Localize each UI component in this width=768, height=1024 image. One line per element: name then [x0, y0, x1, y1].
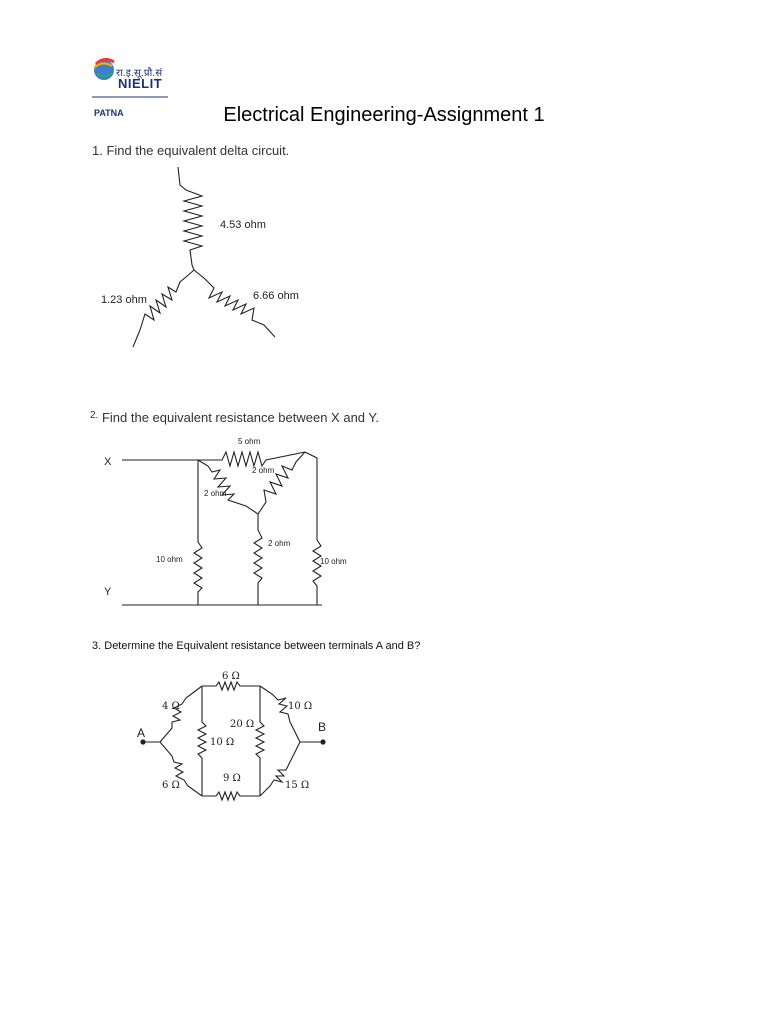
fig3-middle-b-label: 10 Ω	[210, 737, 235, 748]
fig3-lower-right-label: 15 Ω	[285, 780, 310, 791]
question-3-text: Determine the Equivalent resistance between terminals A and B?	[104, 640, 421, 652]
fig2-right-label: 10 ohm	[320, 557, 347, 566]
fig3-bottom-label: 9 Ω	[223, 773, 241, 784]
fig2-top-label: 5 ohm	[238, 437, 261, 446]
fig2-left-label: 10 ohm	[156, 555, 183, 564]
fig3-middle-right-resistor	[256, 686, 264, 796]
fig2-inner-right-label: 2 ohm	[252, 466, 275, 475]
page-title: Electrical Engineering-Assignment 1	[223, 104, 545, 126]
fig3-upper-left-resistor	[160, 686, 202, 742]
fig3-top-resistor	[202, 682, 260, 690]
fig3-terminal-b-dot	[320, 739, 325, 744]
fig2-left-resistor	[194, 460, 202, 605]
fig1-left-resistor	[133, 270, 194, 347]
fig3-a-label: A	[137, 726, 146, 740]
question-3-number: 3.	[92, 640, 102, 652]
question-2-number: 2.	[90, 410, 99, 421]
figure-1-star-circuit	[133, 167, 275, 347]
fig3-b-label: B	[318, 720, 327, 734]
fig3-bottom-resistor	[202, 792, 260, 800]
fig3-upper-left-label: 4 Ω	[162, 701, 180, 712]
fig1-right-label: 6.66 ohm	[253, 290, 299, 302]
fig3-middle-a-label: 20 Ω	[230, 719, 255, 730]
logo-name: NIELIT	[118, 76, 163, 91]
fig3-top-label: 6 Ω	[222, 671, 240, 682]
fig3-middle-left-resistor	[198, 686, 206, 796]
fig2-inner-left-label: 2 ohm	[204, 489, 227, 498]
fig3-upper-right-resistor	[260, 686, 300, 742]
fig2-top-resistor	[198, 452, 305, 466]
logo-city: PATNA	[94, 108, 124, 118]
fig2-x-label: X	[104, 456, 112, 468]
figure-2-bridge-circuit	[122, 452, 322, 605]
fig1-right-resistor	[194, 270, 275, 337]
fig1-top-label: 4.53 ohm	[220, 219, 266, 231]
fig3-lower-left-label: 6 Ω	[162, 780, 180, 791]
question-2-text: Find the equivalent resistance between X and Y.	[101, 410, 380, 425]
fig2-y-label: Y	[104, 586, 112, 598]
logo-hindi-text: रा.इ.सू.प्रौ.सं	[116, 68, 163, 79]
fig3-terminal-a-dot	[140, 739, 145, 744]
question-1-text: Find the equivalent delta circuit.	[106, 143, 290, 158]
fig2-right-resistor	[305, 452, 321, 605]
fig1-top-resistor	[178, 167, 202, 270]
fig2-inner-bottom-label: 2 ohm	[268, 539, 291, 548]
question-1-number: 1.	[92, 143, 103, 158]
fig1-left-label: 1.23 ohm	[101, 294, 147, 306]
fig3-upper-right-label: 10 Ω	[288, 701, 313, 712]
fig2-inner-bottom-resistor	[254, 514, 262, 605]
fig2-inner-left-resistor	[198, 460, 258, 514]
